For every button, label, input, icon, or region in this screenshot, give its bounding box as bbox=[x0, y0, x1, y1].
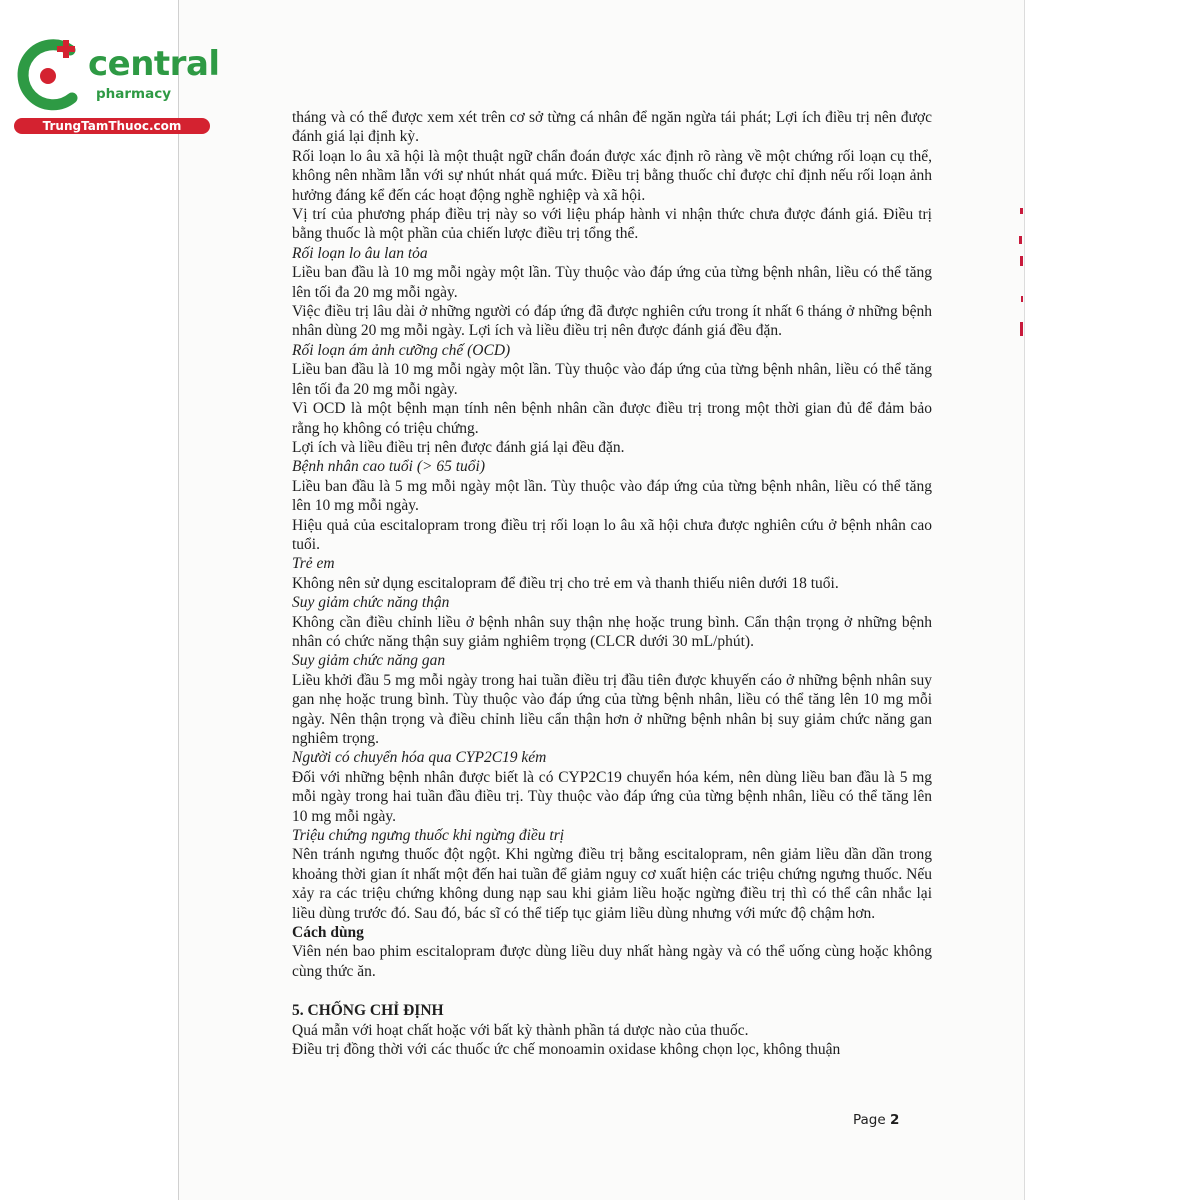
logo-brand: central bbox=[88, 44, 220, 84]
subheading: Rối loạn ám ảnh cưỡng chế (OCD) bbox=[292, 341, 511, 359]
paragraph: Vị trí của phương pháp điều trị này so với liệu pháp hành vi nhận thức chưa được đánh giá. Điều trị bằng thuốc là một phần của chiến lược điều trị tổng thể. bbox=[292, 206, 932, 243]
paragraph: Việc điều trị lâu dài ở những người có đáp ứng đã được nghiên cứu trong ít nhất 6 tháng ở những bệnh nhân dùng 20 mg mỗi ngày. Lợi ích và liều điều trị nên được đánh giá đều đặn. bbox=[292, 303, 932, 340]
paragraph: Liều khởi đầu 5 mg mỗi ngày trong hai tuần điều trị đầu tiên được khuyến cáo ở những bệnh nhân suy gan nhẹ hoặc trung bình. Tùy thuộc vào đáp ứng của từng bệnh nhân, liều có thể tăng lên 10 mg mỗi ngày. Nên thận trọng và điều chỉnh liều cẩn thận hơn ở những bệnh nhân bị suy giảm chức năng gan nghiêm trọng. bbox=[292, 671, 932, 747]
subheading: Triệu chứng ngưng thuốc khi ngừng điều trị bbox=[292, 827, 565, 845]
paragraph: Hiệu quả của escitalopram trong điều trị rối loạn lo âu xã hội chưa được nghiên cứu ở bệnh nhân cao tuổi. bbox=[292, 516, 932, 553]
scan-mark bbox=[1020, 322, 1023, 336]
subheading: Trẻ em bbox=[292, 555, 335, 573]
paragraph: Rối loạn lo âu xã hội là một thuật ngữ chẩn đoán được xác định rõ ràng về một chứng rối loạn cụ thể, không nên nhầm lẫn với sự nhút nhát quá mức. Điều trị bằng thuốc chỉ được chỉ định nếu rối loạn ảnh hưởng đáng kể đến các hoạt động nghề nghiệp và xã hội. bbox=[292, 147, 932, 204]
paragraph: tháng và có thể được xem xét trên cơ sở từng cá nhân để ngăn ngừa tái phát; Lợi ích điều trị nên được đánh giá lại định kỳ. bbox=[292, 109, 932, 146]
paragraph: Không cần điều chỉnh liều ở bệnh nhân suy thận nhẹ hoặc trung bình. Cẩn thận trọng ở những bệnh nhân có chức năng thận suy giảm nghiêm trọng (CLCR dưới 30 mL/phút). bbox=[292, 613, 932, 650]
scan-mark bbox=[1019, 236, 1022, 244]
logo-subtitle: pharmacy bbox=[96, 86, 172, 102]
paragraph: Liều ban đầu là 10 mg mỗi ngày một lần. Tùy thuộc vào đáp ứng của từng bệnh nhân, liều có thể tăng lên tối đa 20 mg mỗi ngày. bbox=[292, 361, 932, 398]
subheading: Rối loạn lo âu lan tỏa bbox=[292, 244, 428, 262]
paragraph: Nên tránh ngưng thuốc đột ngột. Khi ngừng điều trị bằng escitalopram, nên giảm liều dần dần trong khoảng thời gian ít nhất một đến hai tuần để giảm nguy cơ xuất hiện các triệu chứng ngưng thuốc. Nếu xảy ra các triệu chứng không dung nạp sau khi giảm liều hoặc ngừng điều trị thì có thể cân nhắc lại liều dùng trước đó. Sau đó, bác sĩ có thể tiếp tục giảm liều dùng nhưng với mức độ chậm hơn. bbox=[292, 846, 932, 922]
page-number bbox=[853, 1112, 899, 1128]
paragraph: Liều ban đầu là 5 mg mỗi ngày một lần. Tùy thuộc vào đáp ứng của từng bệnh nhân, liều có thể tăng lên 10 mg mỗi ngày. bbox=[292, 477, 932, 515]
logo-website[interactable]: TrungTamThuoc.com bbox=[14, 118, 210, 134]
subheading: Người có chuyển hóa qua CYP2C19 kém bbox=[292, 749, 547, 767]
subheading: Cách dùng bbox=[292, 924, 364, 942]
paragraph: Điều trị đồng thời với các thuốc ức chế monoamin oxidase không chọn lọc, không thuận bbox=[292, 1041, 841, 1059]
scan-mark bbox=[1020, 256, 1023, 266]
paragraph: Liều ban đầu là 10 mg mỗi ngày một lần. Tùy thuộc vào đáp ứng của từng bệnh nhân, liều có thể tăng lên tối đa 20 mg mỗi ngày. bbox=[292, 264, 932, 301]
section-heading: 5. CHỐNG CHỈ ĐỊNH bbox=[292, 1002, 444, 1020]
paragraph: Lợi ích và liều điều trị nên được đánh giá lại đều đặn. bbox=[292, 438, 625, 456]
paragraph: Viên nén bao phim escitalopram được dùng liều duy nhất hàng ngày và có thể uống cùng hoặc không cùng thức ăn. bbox=[292, 943, 932, 980]
scan-mark bbox=[1021, 296, 1023, 302]
paragraph: Đối với những bệnh nhân được biết là có CYP2C19 chuyển hóa kém, nên dùng liều ban đầu là 5 mg mỗi ngày trong hai tuần đầu điều trị. Tùy thuộc vào đáp ứng của từng bệnh nhân, liều có thể tăng lên 10 mg mỗi ngày. bbox=[292, 768, 932, 825]
subheading: Suy giảm chức năng gan bbox=[292, 652, 446, 670]
document-body bbox=[292, 108, 932, 1060]
scan-mark bbox=[1020, 208, 1023, 214]
paragraph: Vì OCD là một bệnh mạn tính nên bệnh nhân cần được điều trị trong một thời gian đủ để đảm bảo rằng họ không có triệu chứng. bbox=[292, 400, 932, 437]
subheading: Bệnh nhân cao tuổi (> 65 tuổi) bbox=[292, 458, 485, 476]
page-label: Page bbox=[853, 1112, 886, 1128]
paragraph: Không nên sử dụng escitalopram để điều trị cho trẻ em và thanh thiếu niên dưới 18 tuổi. bbox=[292, 574, 839, 592]
paragraph: Quá mẫn với hoạt chất hoặc với bất kỳ thành phần tá dược nào của thuốc. bbox=[292, 1021, 749, 1039]
subheading: Suy giảm chức năng thận bbox=[292, 594, 450, 612]
page-number-value: 2 bbox=[889, 1112, 900, 1128]
